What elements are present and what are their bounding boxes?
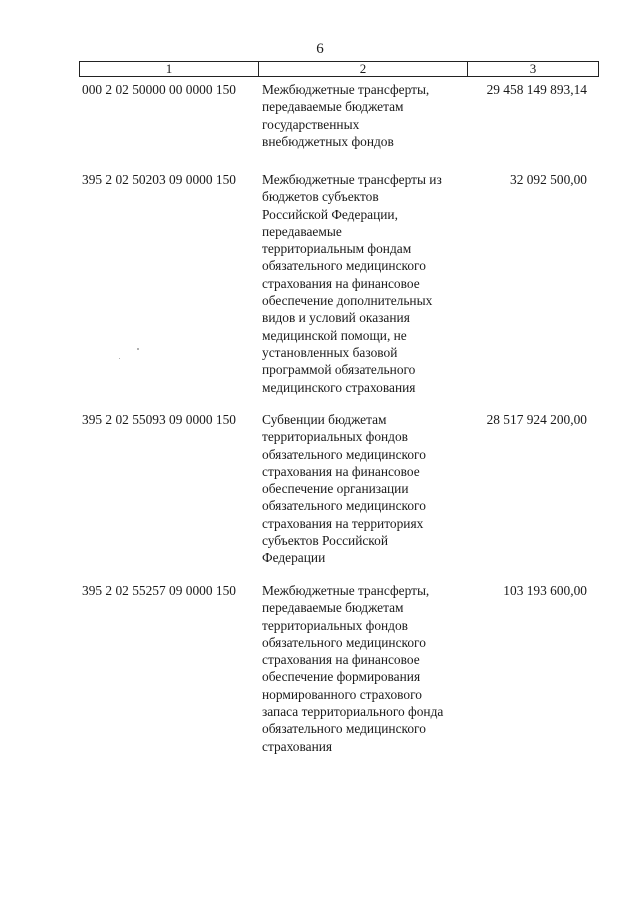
description-line: Межбюджетные трансферты из (262, 172, 442, 187)
description-line: территориальных фондов (262, 429, 409, 445)
description-line: обязательного медицинского (262, 446, 426, 462)
description-line: запаса территориального фонда (262, 704, 444, 720)
row-description (262, 411, 472, 567)
row-description (262, 582, 472, 755)
description-line: территориальных фондов (262, 617, 409, 633)
scan-speck (119, 358, 120, 359)
description-line: медицинского страхования (262, 379, 416, 395)
description-line: обеспечение организации (262, 481, 409, 497)
description-line: передаваемые бюджетам (262, 600, 404, 616)
description-line: страхования на финансовое (262, 275, 420, 291)
description-line: государственных (262, 116, 360, 132)
description-line: Межбюджетные трансферты, (262, 82, 430, 97)
description-line: видов и условий оказания (262, 310, 410, 326)
amount: 29 458 149 893,14 (486, 82, 587, 97)
description-line: Федерации (262, 550, 326, 566)
budget-code: 395 2 02 50203 09 0000 150 (82, 172, 236, 187)
description-line: медицинской помощи, не (262, 327, 407, 343)
description-line: обязательного медицинского (262, 258, 426, 274)
column-header-1: 1 (80, 62, 259, 76)
description-line: Межбюджетные трансферты, (262, 583, 430, 598)
description-line: обязательного медицинского (262, 634, 426, 650)
column-header-3: 3 (529, 61, 537, 76)
description-line: страхования на финансовое (262, 463, 420, 479)
description-line: обязательного медицинского (262, 498, 426, 514)
description-line: Российской Федерации, (262, 206, 398, 222)
budget-code: 000 2 02 50000 00 0000 150 (82, 82, 236, 97)
description-line: программой обязательного (262, 362, 416, 378)
description-line: Субвенции бюджетам (262, 412, 387, 427)
description-line: передаваемые бюджетам (262, 99, 404, 115)
description-line: нормированного страхового (262, 686, 422, 702)
budget-code: 395 2 02 55093 09 0000 150 (82, 412, 236, 427)
page-number: 6 (316, 41, 324, 57)
description-line: установленных базовой (262, 344, 398, 360)
description-line: страхования на территориях (262, 515, 424, 531)
description-line: обеспечение дополнительных (262, 293, 433, 309)
description-line: субъектов Российской (262, 533, 388, 549)
table-header (79, 61, 599, 77)
amount: 28 517 924 200,00 (486, 412, 587, 427)
row-description (262, 171, 472, 396)
budget-code: 395 2 02 55257 09 0000 150 (82, 583, 236, 598)
description-line: бюджетов субъектов (262, 189, 379, 205)
description-line: внебюджетных фондов (262, 133, 394, 149)
amount: 103 193 600,00 (503, 583, 587, 598)
scan-speck (137, 348, 139, 350)
description-line: передаваемые (262, 223, 342, 239)
description-line: страхования (262, 738, 333, 754)
description-line: обеспечение формирования (262, 669, 421, 685)
description-line: территориальным фондам (262, 241, 412, 257)
amount: 32 092 500,00 (510, 172, 587, 187)
row-description (262, 81, 472, 150)
description-line: обязательного медицинского (262, 721, 426, 737)
description-line: страхования на финансовое (262, 652, 420, 668)
column-header-2: 2 (259, 62, 468, 76)
